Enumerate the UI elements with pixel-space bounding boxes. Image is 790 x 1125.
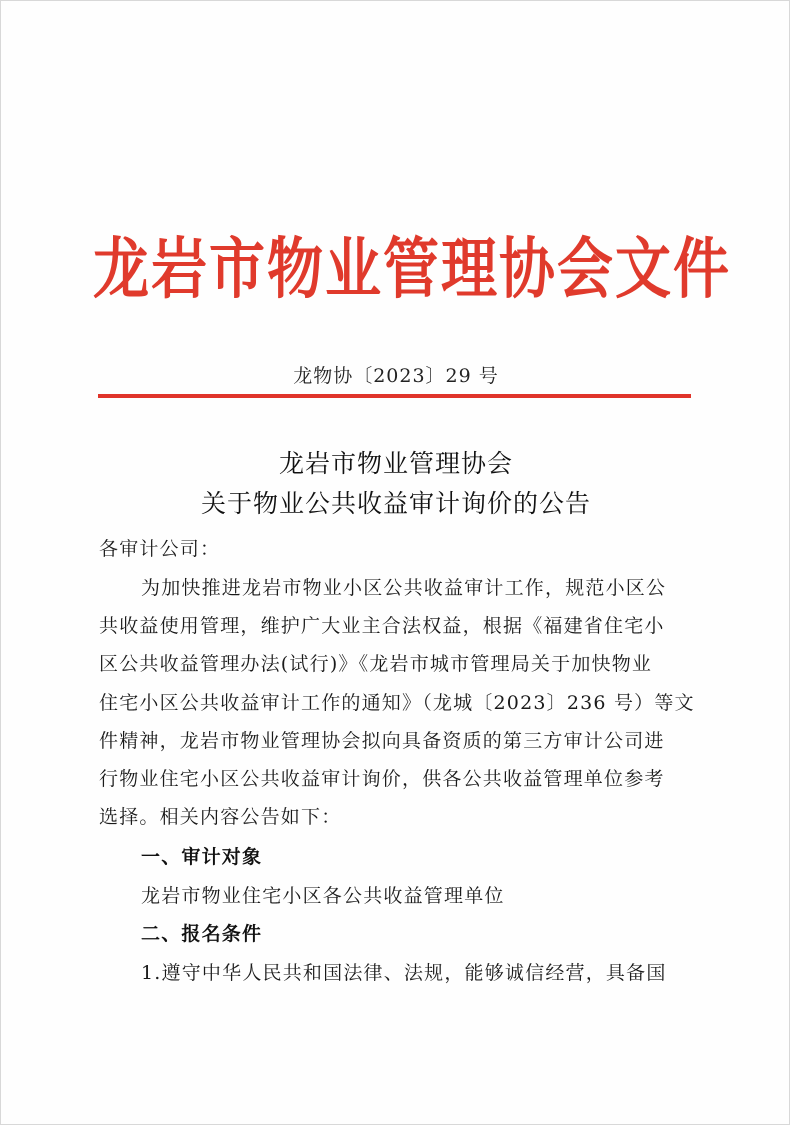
section1-heading: 一、审计对象	[141, 846, 263, 868]
notice-title-line1: 龙岩市物业管理协会	[278, 449, 513, 478]
paragraph-line: 共收益使用管理，维护广大业主合法权益，根据《福建省住宅小	[99, 615, 665, 637]
paragraph-line: 选择。相关内容公告如下：	[99, 806, 342, 828]
red-header-title: 龙岩市物业管理协会文件	[93, 230, 731, 308]
section2-item1: 1.遵守中华人民共和国法律、法规，能够诚信经营，具备国	[141, 962, 667, 984]
paragraph-line: 件精神，龙岩市物业管理协会拟向具备资质的第三方审计公司进	[99, 730, 665, 752]
red-divider-line	[98, 394, 691, 398]
salutation: 各审计公司：	[99, 538, 221, 560]
paragraph-line: 区公共收益管理办法(试行)》《龙岩市城市管理局关于加快物业	[99, 653, 653, 675]
notice-title-line2: 关于物业公共收益审计询价的公告	[200, 489, 591, 518]
section2-heading: 二、报名条件	[141, 923, 263, 945]
paragraph-line: 为加快推进龙岩市物业小区公共收益审计工作，规范小区公	[141, 577, 667, 599]
paragraph-line: 行物业住宅小区公共收益审计询价，供各公共收益管理单位参考	[99, 768, 665, 790]
section1-text: 龙岩市物业住宅小区各公共收益管理单位	[141, 885, 505, 907]
paragraph-line: 住宅小区公共收益审计工作的通知》（龙城〔2023〕236 号）等文	[99, 692, 695, 714]
document-number: 龙物协〔2023〕29 号	[293, 365, 499, 387]
